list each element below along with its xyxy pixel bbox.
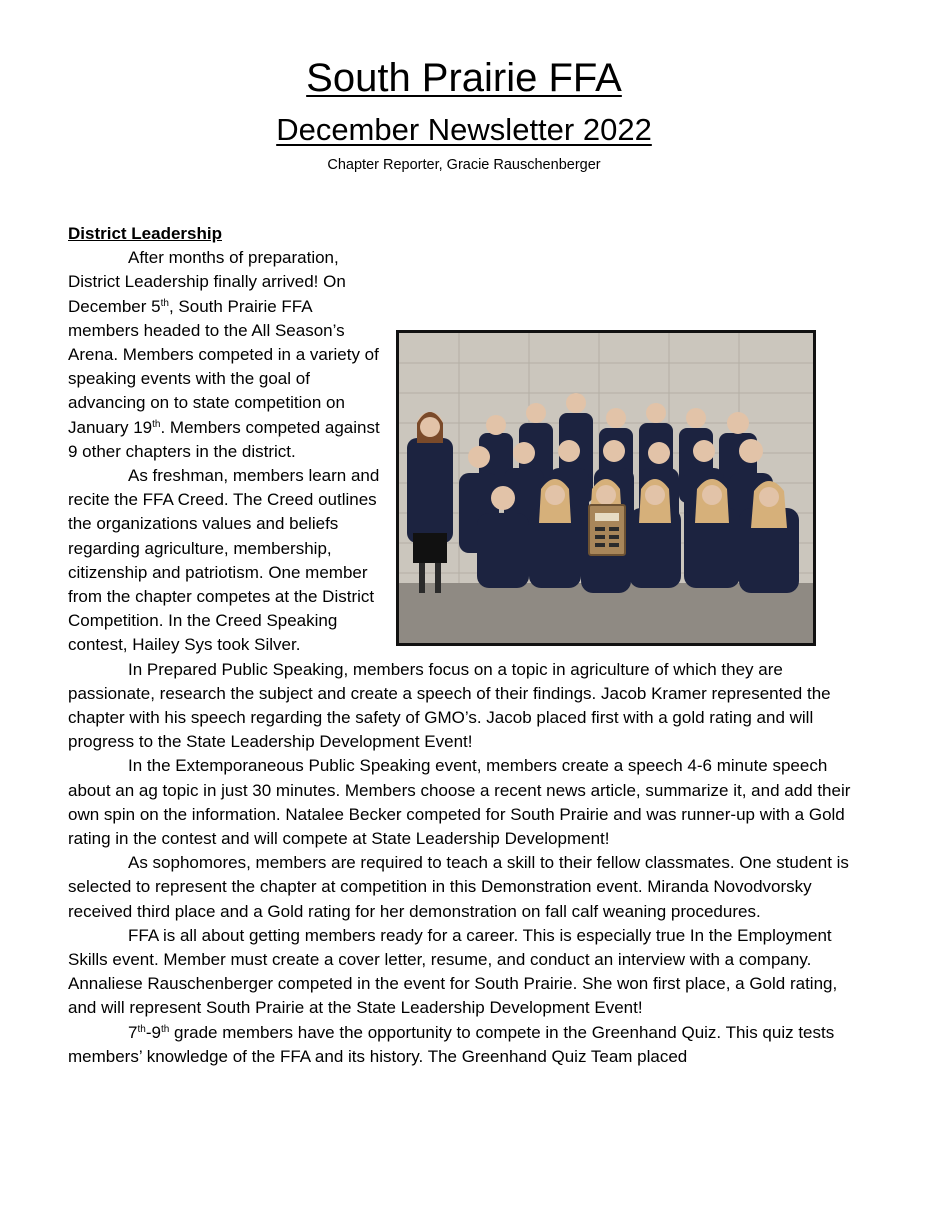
section-heading: District Leadership <box>68 224 222 243</box>
newsletter-title: South Prairie FFA <box>306 56 622 100</box>
grade-start: 7 <box>128 1022 138 1042</box>
superscript-th: th <box>160 297 169 309</box>
paragraph-creed: As freshman, members learn and recite the FFA Creed. The Creed outlines the organizations values and beliefs regarding agriculture, membership, citizenship and patriotism. One member from the chapter competes at the District Competition. In the Creed Speaking contest, Hailey Sys took Silver. <box>68 466 380 655</box>
paragraph-prepared-speaking: In Prepared Public Speaking, members focus on a topic in agriculture of which they are passionate, research the subject and create a speech of their findings. Jacob Kramer represented the chapter with his speech regarding the safety of GMO’s. Jacob placed first with a gold rating and will progress to the State Leadership Development Event! <box>68 659 831 752</box>
paragraph-greenhand-quiz <box>68 1021 854 1069</box>
greenhand-quiz-text: grade members have the opportunity to compete in the Greenhand Quiz. This quiz tests members’ knowledge of the FFA and its history. The Greenhand Quiz Team placed <box>68 1022 835 1066</box>
superscript-th: th <box>152 418 161 430</box>
paragraph-employment-skills: FFA is all about getting members ready for a career. This is especially true In the Employment Skills event. Member must create a cover letter, resume, and conduct an interview with a company. Annaliese Rauschenberger competed in the event for South Prairie. She won first place, a Gold rating, and will represent South Prairie at the State Leadership Development Event! <box>68 925 838 1018</box>
paragraph-intro-part-3: . Members competed against 9 other chapters in the district. <box>68 417 380 461</box>
paragraph-demonstration: As sophomores, members are required to teach a skill to their fellow classmates. One student is selected to represent the chapter at competition in this Demonstration event. Miranda Novodvorsky received third place and a Gold rating for her demonstration on fall calf weaning procedures. <box>68 853 849 921</box>
group-photo <box>396 330 816 646</box>
paragraph-intro-part-1: After months of preparation, District Leadership finally arrived! On December 5 <box>68 248 346 316</box>
byline: Chapter Reporter, Gracie Rauschenberger <box>327 157 601 173</box>
superscript-th: th <box>160 1023 170 1035</box>
article-body <box>68 222 854 1069</box>
grade-end: -9 <box>145 1022 161 1042</box>
paragraph-intro-part-2: , South Prairie FFA members headed to the All Season’s Arena. Members competed in a variety of speaking events with the goal of advancing on to state competition on January 19 <box>68 296 379 437</box>
paragraph-extemporaneous: In the Extemporaneous Public Speaking event, members create a speech 4-6 minute speech about an ag topic in just 30 minutes. Members choose a recent news article, summarize it, and add their own spin on the information. Natalee Becker competed for South Prairie and was runner-up with a Gold rating in the contest and will compete at State Leadership Development! <box>68 756 851 849</box>
newsletter-subtitle: December Newsletter 2022 <box>276 112 652 147</box>
superscript-th: th <box>137 1023 146 1035</box>
group-photo-illustration <box>399 333 813 643</box>
